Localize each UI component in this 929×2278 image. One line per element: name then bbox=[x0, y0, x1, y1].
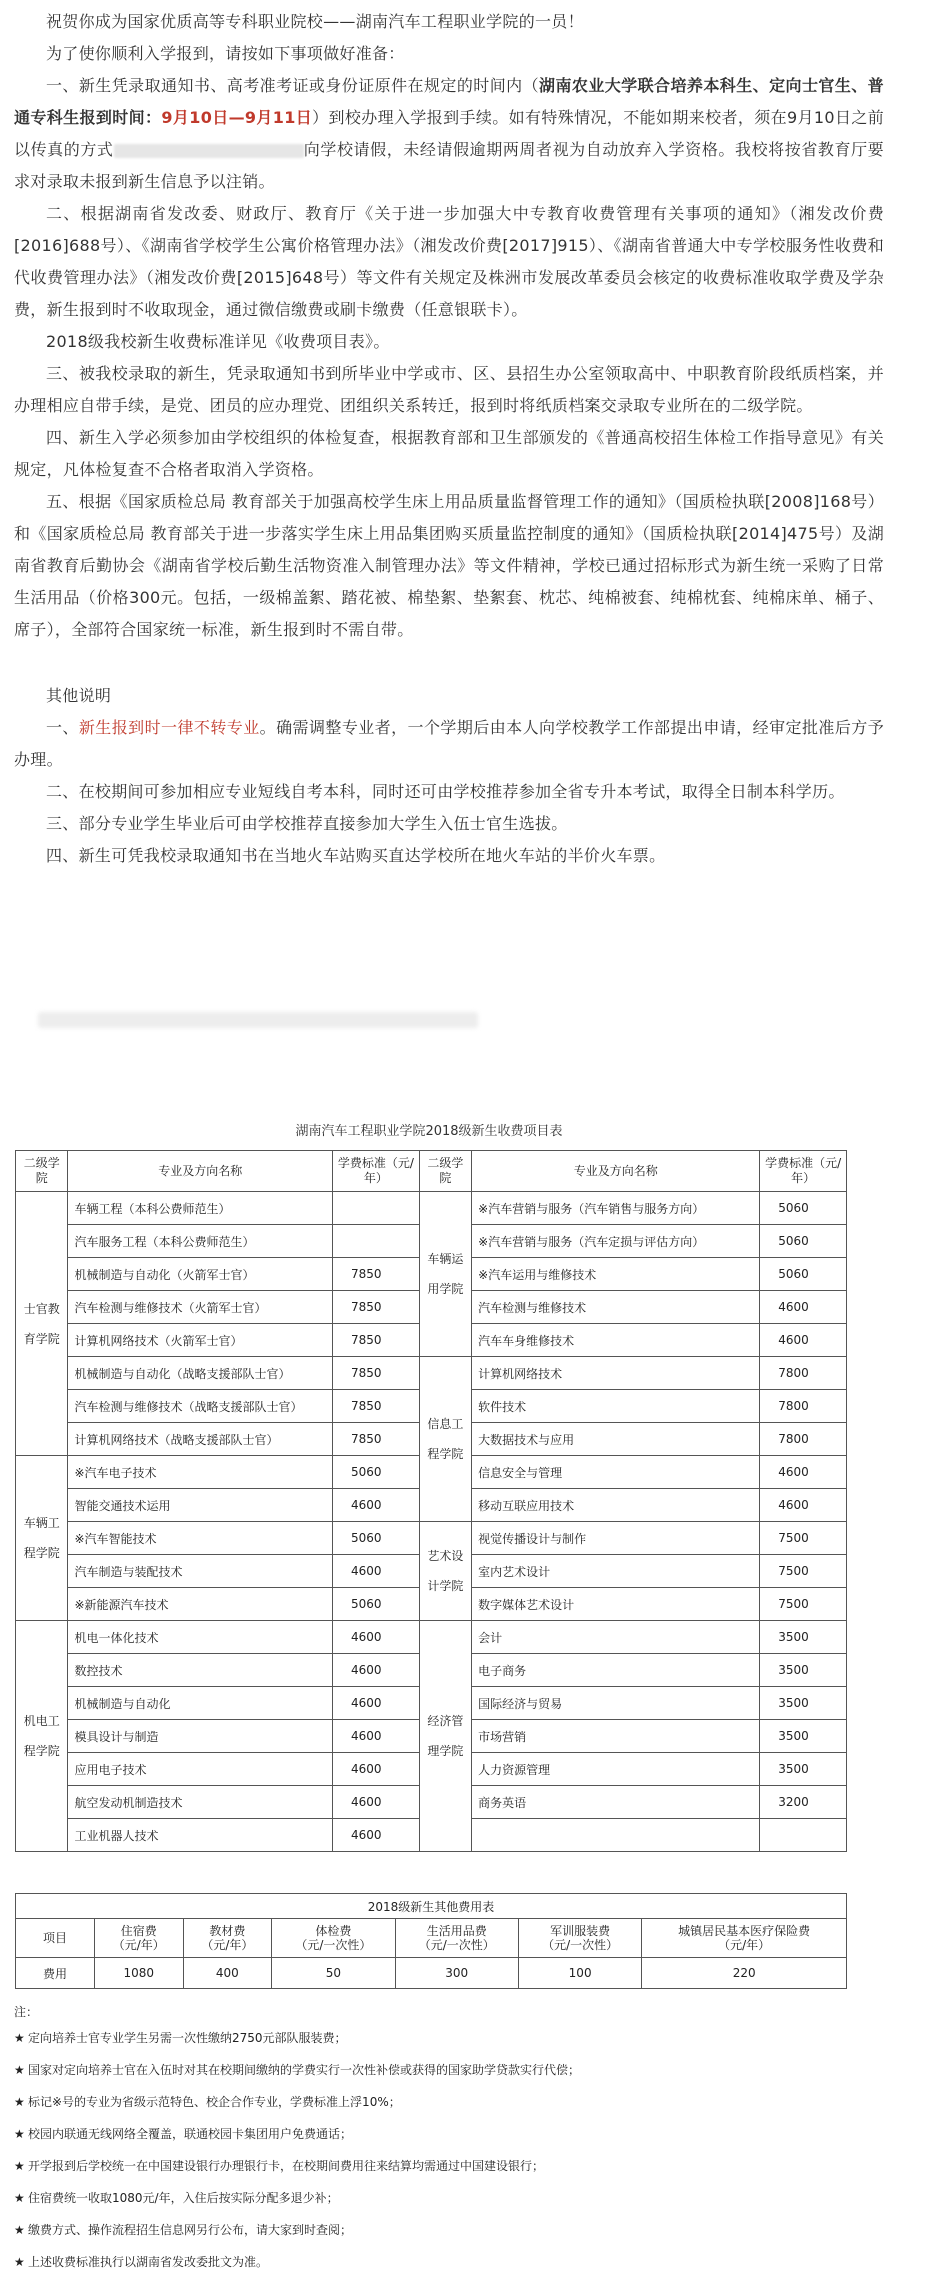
tuition-fee-cell: 3500 bbox=[760, 1654, 847, 1687]
note-text: 上述收费标准执行以湖南省发改委批文为准。 bbox=[28, 2255, 269, 2269]
redacted-line bbox=[38, 1012, 478, 1028]
tuition-fee-cell: 4600 bbox=[332, 1555, 419, 1588]
other-fee-header bbox=[395, 1919, 518, 1958]
notes-list bbox=[14, 2022, 884, 2278]
major-name-cell: 汽车检测与维修技术（战略支援部队士官） bbox=[68, 1390, 333, 1423]
tuition-fee-cell: 4600 bbox=[332, 1621, 419, 1654]
major-name-cell: ※汽车电子技术 bbox=[68, 1456, 333, 1489]
major-name-cell: 商务英语 bbox=[472, 1786, 760, 1819]
tuition-fee-cell: 5060 bbox=[760, 1192, 847, 1225]
college-cell: 机电工程学院 bbox=[16, 1621, 68, 1852]
note-item bbox=[14, 2022, 884, 2054]
tuition-fee-cell: 7850 bbox=[332, 1324, 419, 1357]
other-fee-value: 300 bbox=[395, 1958, 518, 1989]
registration-dates: 9月10日—9月11日 bbox=[161, 108, 313, 127]
tuition-fee-cell: 4600 bbox=[332, 1489, 419, 1522]
note-item bbox=[14, 2054, 884, 2086]
major-name-cell: 车辆工程（本科公费师范生） bbox=[68, 1192, 333, 1225]
greeting: 祝贺你成为国家优质高等专科职业院校——湖南汽车工程职业学院的一员！ bbox=[46, 12, 584, 31]
paragraph-health-check: 四、新生入学必须参加由学校组织的体检复查，根据教育部和卫生部颁发的《普通高校招生体检工作指导意见》有关规定，凡体检复查不合格者取消入学资格。 bbox=[14, 428, 884, 479]
registration-highlight: 湖南农业大学联合培养本科生、定向士官生、普通专科生报到时间： bbox=[14, 76, 884, 127]
other-fee-header bbox=[518, 1919, 641, 1958]
star-icon: ★ bbox=[14, 2095, 25, 2109]
other-fees-item-label: 项目 bbox=[16, 1919, 95, 1958]
tuition-fee-cell: 4600 bbox=[760, 1456, 847, 1489]
tuition-fee-cell: 5060 bbox=[332, 1588, 419, 1621]
tuition-fee-cell: 4600 bbox=[760, 1489, 847, 1522]
tuition-fee-cell: 3500 bbox=[760, 1720, 847, 1753]
major-name-cell: 软件技术 bbox=[472, 1390, 760, 1423]
header-fee-right: 学费标准（元/年） bbox=[760, 1151, 847, 1192]
college-cell: 经济管理学院 bbox=[419, 1621, 471, 1852]
paragraph-fees: 二、根据湖南省发改委、财政厅、教育厅《关于进一步加强大中专教育收费管理有关事项的通知》（湘发改价费[2016]688号）、《湖南省学校学生公寓价格管理办法》（湘发改价费[2017]915）、《湖南省普通大中专学校服务性收费和代收费管理办法》（湘发改价费[2015]648号）等文件有关规定及株洲市发展改革委员会核定的收费标准收取学费及学杂费，新生报到时不收取现金，通过微信缴费或刷卡缴费（任意银联卡）。 bbox=[14, 204, 884, 319]
other-note-1 bbox=[14, 712, 884, 776]
major-name-cell: 市场营销 bbox=[472, 1720, 760, 1753]
note-text: 缴费方式、操作流程招生信息网另行公布，请大家到时查阅； bbox=[28, 2223, 353, 2237]
notes-label: 注： bbox=[14, 2005, 39, 2019]
other-fee-name: 城镇居民基本医疗保险费 bbox=[678, 1924, 811, 1938]
tuition-fee-cell bbox=[760, 1819, 847, 1852]
other-fee-name: 生活用品费 bbox=[426, 1924, 487, 1938]
other-fee-unit: （元/一次性） bbox=[295, 1938, 372, 1952]
star-icon: ★ bbox=[14, 2031, 25, 2045]
header-college-left: 二级学院 bbox=[16, 1151, 68, 1192]
major-name-cell: 汽车检测与维修技术（火箭军士官） bbox=[68, 1291, 333, 1324]
other-fee-value: 400 bbox=[183, 1958, 272, 1989]
other-note-4: 四、新生可凭我校录取通知书在当地火车站购买直达学校所在地火车站的半价火车票。 bbox=[46, 846, 666, 865]
other-fee-unit: （元/年） bbox=[718, 1938, 771, 1952]
major-name-cell: 模具设计与制造 bbox=[68, 1720, 333, 1753]
tuition-fee-cell: 7850 bbox=[332, 1291, 419, 1324]
other-fee-name: 教材费 bbox=[209, 1924, 246, 1938]
text-segment: 一、新生凭录取通知书、高考准考证或身份证原件在规定的时间内（ bbox=[46, 76, 540, 95]
other-fee-value: 50 bbox=[272, 1958, 395, 1989]
other-note-2: 二、在校期间可参加相应专业短线自考本科，同时还可由学校推荐参加全省专升本考试，取得全日制本科学历。 bbox=[46, 782, 845, 801]
other-fees-caption: 2018级新生其他费用表 bbox=[16, 1894, 847, 1919]
college-cell: 信息工程学院 bbox=[419, 1357, 471, 1522]
tuition-fee-cell: 4600 bbox=[332, 1654, 419, 1687]
tuition-fee-cell: 4600 bbox=[332, 1720, 419, 1753]
fee-table-row bbox=[16, 1522, 847, 1555]
college-cell: 车辆工程学院 bbox=[16, 1456, 68, 1621]
other-fee-name: 住宿费 bbox=[120, 1924, 157, 1938]
tuition-fee-cell: 3200 bbox=[760, 1786, 847, 1819]
header-fee-left: 学费标准（元/年） bbox=[332, 1151, 419, 1192]
other-note-3: 三、部分专业学生毕业后可由学校推荐直接参加大学生入伍士官生选拔。 bbox=[46, 814, 568, 833]
major-name-cell: 数控技术 bbox=[68, 1654, 333, 1687]
major-name-cell: 机械制造与自动化 bbox=[68, 1687, 333, 1720]
other-notes-title: 其他说明 bbox=[46, 686, 112, 705]
other-fee-value: 220 bbox=[642, 1958, 847, 1989]
article-body bbox=[14, 6, 884, 872]
college-cell: 士官教育学院 bbox=[16, 1192, 68, 1456]
major-name-cell: 机电一体化技术 bbox=[68, 1621, 333, 1654]
major-name-cell: 大数据技术与应用 bbox=[472, 1423, 760, 1456]
note-text: 校园内联通无线网络全覆盖，联通校园卡集团用户免费通话； bbox=[28, 2127, 353, 2141]
tuition-fee-cell: 4600 bbox=[332, 1687, 419, 1720]
tuition-fee-cell: 7850 bbox=[332, 1423, 419, 1456]
other-fee-name: 体检费 bbox=[315, 1924, 352, 1938]
tuition-fee-cell: 3500 bbox=[760, 1753, 847, 1786]
major-name-cell: 移动互联应用技术 bbox=[472, 1489, 760, 1522]
college-cell: 车辆运用学院 bbox=[419, 1192, 471, 1357]
tuition-fee-cell: 4600 bbox=[332, 1786, 419, 1819]
tuition-fee-cell bbox=[332, 1192, 419, 1225]
major-name-cell: 应用电子技术 bbox=[68, 1753, 333, 1786]
major-name-cell: 数字媒体艺术设计 bbox=[472, 1588, 760, 1621]
notes bbox=[14, 2002, 884, 2278]
star-icon: ★ bbox=[14, 2127, 25, 2141]
other-fee-value: 100 bbox=[518, 1958, 641, 1989]
no-major-change-highlight: 新生报到时一律不转专业 bbox=[78, 718, 260, 737]
major-name-cell: ※汽车运用与维修技术 bbox=[472, 1258, 760, 1291]
note-text: 标记※号的专业为省级示范特色、校企合作专业，学费标准上浮10%； bbox=[28, 2095, 401, 2109]
other-fee-unit: （元/一次性） bbox=[418, 1938, 495, 1952]
major-name-cell: 视觉传播设计与制作 bbox=[472, 1522, 760, 1555]
text-segment: ）到校办理入学报到手续。如有特殊情况，不能如期来校者，须在9月10日之前以传真的方式 bbox=[14, 108, 884, 159]
other-fee-unit: （元/年） bbox=[201, 1938, 254, 1952]
other-fee-header bbox=[642, 1919, 847, 1958]
major-name-cell: 航空发动机制造技术 bbox=[68, 1786, 333, 1819]
star-icon: ★ bbox=[14, 2159, 25, 2173]
tuition-fee-cell: 7500 bbox=[760, 1555, 847, 1588]
note-text: 国家对定向培养士官在入伍时对其在校期间缴纳的学费实行一次性补偿或获得的国家助学贷款实行代偿； bbox=[28, 2063, 581, 2077]
paragraph-bedding: 五、根据《国家质检总局 教育部关于加强高校学生床上用品质量监督管理工作的通知》（国质检执联[2008]168号）和《国家质检总局 教育部关于进一步落实学生床上用品集团购买质量监控制度的通知》（国质检执联[2014]475号）及湖南省教育后勤协会《湖南省学校后勤生活物资准入制管理办法》等文件精神，学校已通过招标形式为新生统一采购了日常生活用品（价格300元。包括，一级棉盖絮、踏花被、棉垫絮、垫絮套、枕芯、纯棉被套、纯棉枕套、纯棉床单、桶子、席子），全部符合国家统一标准，新生报到时不需自带。 bbox=[14, 492, 884, 639]
major-name-cell: 计算机网络技术 bbox=[472, 1357, 760, 1390]
other-fees-table bbox=[15, 1893, 847, 1989]
text-segment: 。确需调整专业者，一个学期后由本人向学校教学工作部提出申请，经审定批准后方予办理。 bbox=[14, 718, 884, 769]
major-name-cell: 汽车服务工程（本科公费师范生） bbox=[68, 1225, 333, 1258]
redacted-fax bbox=[114, 144, 304, 158]
note-text: 定向培养士官专业学生另需一次性缴纳2750元部队服装费； bbox=[28, 2031, 347, 2045]
fee-table-header-row bbox=[16, 1151, 847, 1192]
note-item bbox=[14, 2214, 884, 2246]
major-name-cell: 电子商务 bbox=[472, 1654, 760, 1687]
major-name-cell: 会计 bbox=[472, 1621, 760, 1654]
tuition-fee-cell: 5060 bbox=[760, 1258, 847, 1291]
star-icon: ★ bbox=[14, 2255, 25, 2269]
tuition-fee-cell: 7850 bbox=[332, 1258, 419, 1291]
major-name-cell: ※新能源汽车技术 bbox=[68, 1588, 333, 1621]
major-name-cell: 工业机器人技术 bbox=[68, 1819, 333, 1852]
other-fees-value-row bbox=[16, 1958, 847, 1989]
major-name-cell: ※汽车营销与服务（汽车销售与服务方向） bbox=[472, 1192, 760, 1225]
tuition-fee-cell: 4600 bbox=[332, 1753, 419, 1786]
paragraph-archives: 三、被我校录取的新生，凭录取通知书到所毕业中学或市、区、县招生办公室领取高中、中职教育阶段纸质档案，并办理相应自带手续，是党、团员的应办理党、团组织关系转迁，报到时将纸质档案交录取专业所在的二级学院。 bbox=[14, 364, 884, 415]
tuition-fee-cell: 5060 bbox=[760, 1225, 847, 1258]
major-name-cell: 机械制造与自动化（战略支援部队士官） bbox=[68, 1357, 333, 1390]
note-item bbox=[14, 2118, 884, 2150]
major-name-cell: 汽车检测与维修技术 bbox=[472, 1291, 760, 1324]
fee-table-row bbox=[16, 1357, 847, 1390]
other-fees-fee-label: 费用 bbox=[16, 1958, 95, 1989]
text-segment: 一、 bbox=[46, 718, 79, 737]
other-fee-name: 军训服装费 bbox=[550, 1924, 611, 1938]
star-icon: ★ bbox=[14, 2191, 25, 2205]
tuition-fee-cell: 3500 bbox=[760, 1621, 847, 1654]
star-icon: ★ bbox=[14, 2063, 25, 2077]
tuition-fee-cell: 3500 bbox=[760, 1687, 847, 1720]
major-name-cell: 室内艺术设计 bbox=[472, 1555, 760, 1588]
fee-table-title: 湖南汽车工程职业学院2018级新生收费项目表 bbox=[295, 1124, 563, 1139]
star-icon: ★ bbox=[14, 2223, 25, 2237]
note-item bbox=[14, 2150, 884, 2182]
tuition-fee-cell: 7800 bbox=[760, 1357, 847, 1390]
paragraph-fee-table-ref: 2018级我校新生收费标准详见《收费项目表》。 bbox=[46, 332, 390, 351]
other-fee-header bbox=[183, 1919, 272, 1958]
fee-table bbox=[15, 1150, 847, 1852]
tuition-fee-cell: 7500 bbox=[760, 1522, 847, 1555]
major-name-cell: 计算机网络技术（火箭军士官） bbox=[68, 1324, 333, 1357]
tuition-fee-cell: 4600 bbox=[332, 1819, 419, 1852]
note-item bbox=[14, 2182, 884, 2214]
tuition-fee-cell bbox=[332, 1225, 419, 1258]
note-item bbox=[14, 2246, 884, 2278]
note-item bbox=[14, 2086, 884, 2118]
note-text: 开学报到后学校统一在中国建设银行办理银行卡，在校期间费用往来结算均需通过中国建设银行； bbox=[28, 2159, 545, 2173]
note-text: 住宿费统一收取1080元/年，入住后按实际分配多退少补； bbox=[28, 2191, 339, 2205]
text-segment: 向学校请假，未经请假逾期两周者视为自动放弃入学资格。我校将按省教育厅要求对录取未报到新生信息予以注销。 bbox=[14, 140, 884, 191]
tuition-fee-cell: 7800 bbox=[760, 1390, 847, 1423]
other-fee-unit: （元/一次性） bbox=[542, 1938, 619, 1952]
other-fees-header-row bbox=[16, 1919, 847, 1958]
header-major-left: 专业及方向名称 bbox=[68, 1151, 333, 1192]
tuition-fee-cell: 7500 bbox=[760, 1588, 847, 1621]
header-college-right: 二级学院 bbox=[419, 1151, 471, 1192]
tuition-fee-cell: 4600 bbox=[760, 1324, 847, 1357]
fee-table-row bbox=[16, 1192, 847, 1225]
major-name-cell: 国际经济与贸易 bbox=[472, 1687, 760, 1720]
tuition-fee-cell: 4600 bbox=[760, 1291, 847, 1324]
intro: 为了使你顺利入学报到，请按如下事项做好准备： bbox=[46, 44, 405, 63]
tuition-fee-cell: 7800 bbox=[760, 1423, 847, 1456]
tuition-fee-cell: 7850 bbox=[332, 1357, 419, 1390]
major-name-cell: 汽车制造与装配技术 bbox=[68, 1555, 333, 1588]
header-major-right: 专业及方向名称 bbox=[472, 1151, 760, 1192]
major-name-cell: ※汽车营销与服务（汽车定损与评估方向） bbox=[472, 1225, 760, 1258]
major-name-cell: 计算机网络技术（战略支援部队士官） bbox=[68, 1423, 333, 1456]
major-name-cell: 人力资源管理 bbox=[472, 1753, 760, 1786]
college-cell: 艺术设计学院 bbox=[419, 1522, 471, 1621]
major-name-cell: ※汽车智能技术 bbox=[68, 1522, 333, 1555]
fee-table-row bbox=[16, 1621, 847, 1654]
other-fee-header bbox=[272, 1919, 395, 1958]
major-name-cell: 汽车车身维修技术 bbox=[472, 1324, 760, 1357]
major-name-cell: 信息安全与管理 bbox=[472, 1456, 760, 1489]
other-fee-value: 1080 bbox=[95, 1958, 184, 1989]
paragraph-registration bbox=[14, 70, 884, 198]
major-name-cell: 智能交通技术运用 bbox=[68, 1489, 333, 1522]
tuition-fee-cell: 7850 bbox=[332, 1390, 419, 1423]
major-name-cell: 机械制造与自动化（火箭军士官） bbox=[68, 1258, 333, 1291]
tuition-fee-cell: 5060 bbox=[332, 1522, 419, 1555]
major-name-cell bbox=[472, 1819, 760, 1852]
other-fee-unit: （元/年） bbox=[112, 1938, 165, 1952]
other-fee-header bbox=[95, 1919, 184, 1958]
tuition-fee-cell: 5060 bbox=[332, 1456, 419, 1489]
